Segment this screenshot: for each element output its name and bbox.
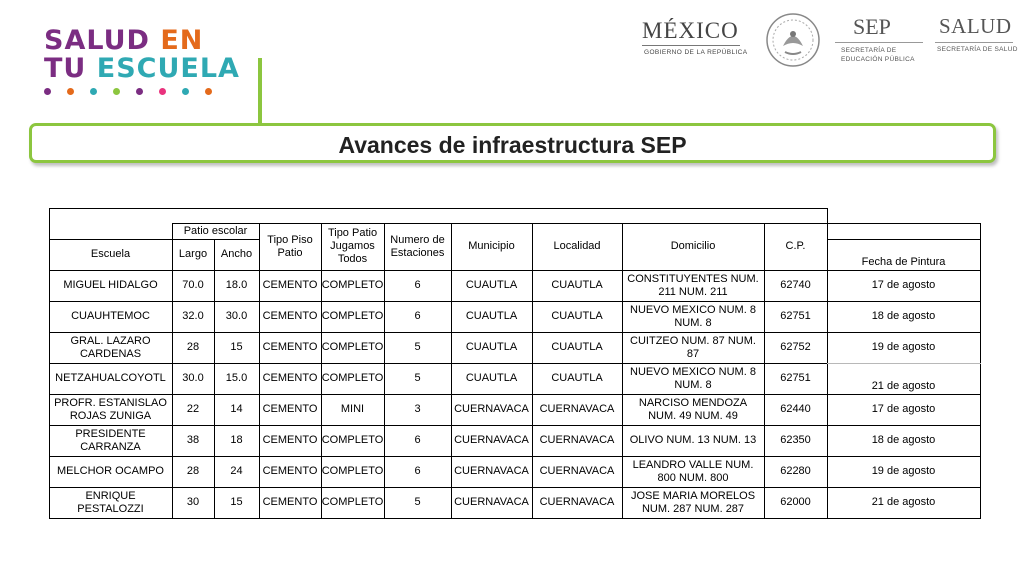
grid-line bbox=[49, 487, 981, 488]
cell-ancho: 18.0 bbox=[225, 279, 248, 291]
cell-patio: COMPLETO bbox=[321, 434, 384, 446]
grid-line bbox=[49, 363, 828, 364]
grid-line bbox=[49, 425, 981, 426]
cell-piso: CEMENTO bbox=[262, 372, 318, 384]
cell-piso: CEMENTO bbox=[262, 403, 318, 415]
cell-domicilio: LEANDRO VALLE NUM. 800 NUM. 800 bbox=[632, 458, 754, 484]
cell-piso: CEMENTO bbox=[262, 341, 318, 353]
cell-ancho: 15 bbox=[230, 341, 243, 353]
grid-line bbox=[49, 270, 981, 271]
grid-line bbox=[259, 223, 260, 519]
cell-municipio: CUERNAVACA bbox=[454, 465, 529, 477]
sep-subtitle-line-2: EDUCACIÓN PÚBLICA bbox=[841, 56, 915, 63]
cell-localidad: CUAUTLA bbox=[551, 279, 603, 291]
cell-municipio: CUERNAVACA bbox=[454, 496, 529, 508]
grid-line bbox=[49, 332, 981, 333]
grid-line bbox=[980, 223, 981, 519]
cell-patio: COMPLETO bbox=[321, 310, 384, 322]
cell-piso: CEMENTO bbox=[262, 465, 318, 477]
cell-fecha: 17 de agosto bbox=[871, 279, 936, 291]
header-domicilio: Domicilio bbox=[670, 240, 716, 252]
grid-line bbox=[384, 223, 385, 519]
cell-escuela: CUAUHTEMOC bbox=[71, 310, 150, 322]
cell-estaciones: 5 bbox=[414, 496, 421, 508]
cell-piso: CEMENTO bbox=[262, 279, 318, 291]
cell-domicilio: NUEVO MEXICO NUM. 8 NUM. 8 bbox=[630, 365, 756, 391]
cell-localidad: CUAUTLA bbox=[551, 372, 603, 384]
grid-line bbox=[172, 223, 828, 224]
logo-word-en: EN bbox=[160, 25, 204, 56]
grid-line bbox=[49, 518, 981, 519]
cell-estaciones: 5 bbox=[414, 341, 421, 353]
salud-subtitle: SECRETARÍA DE SALUD bbox=[937, 46, 1018, 53]
grid-line bbox=[532, 223, 533, 519]
cell-fecha: 21 de agosto bbox=[871, 496, 936, 508]
cell-estaciones: 5 bbox=[414, 372, 421, 384]
cell-largo: 70.0 bbox=[182, 279, 204, 291]
cell-cp: 62000 bbox=[780, 496, 811, 508]
grid-line bbox=[321, 223, 322, 519]
header-tipo-patio: Tipo Patio Jugamos Todos bbox=[327, 227, 378, 265]
cell-municipio: CUAUTLA bbox=[465, 279, 518, 291]
cell-cp: 62280 bbox=[780, 465, 811, 477]
header-largo: Largo bbox=[178, 248, 208, 260]
cell-cp: 62751 bbox=[780, 310, 811, 322]
header-cp: C.P. bbox=[785, 240, 806, 252]
cell-fecha: 21 de agosto bbox=[871, 380, 936, 392]
cell-patio: COMPLETO bbox=[321, 465, 384, 477]
cell-largo: 30.0 bbox=[182, 372, 204, 384]
cell-largo: 28 bbox=[186, 341, 200, 353]
cell-ancho: 24 bbox=[230, 465, 243, 477]
cell-cp: 62350 bbox=[780, 434, 811, 446]
cell-localidad: CUERNAVACA bbox=[539, 434, 615, 446]
grid-line bbox=[214, 239, 215, 519]
header-ancho: Ancho bbox=[220, 248, 253, 260]
salud-wordmark: SALUD bbox=[939, 14, 1012, 38]
cell-domicilio: JOSE MARIA MORELOS NUM. 287 NUM. 287 bbox=[630, 489, 756, 515]
cell-cp: 62440 bbox=[780, 403, 811, 415]
cell-municipio: CUERNAVACA bbox=[454, 434, 529, 446]
cell-patio: COMPLETO bbox=[321, 279, 384, 291]
grid-line bbox=[827, 223, 981, 224]
cell-piso: CEMENTO bbox=[262, 310, 318, 322]
cell-ancho: 14 bbox=[230, 403, 243, 415]
cell-estaciones: 6 bbox=[414, 465, 421, 477]
grid-line bbox=[49, 239, 260, 240]
cell-fecha: 19 de agosto bbox=[871, 465, 936, 477]
cell-fecha: 18 de agosto bbox=[871, 310, 936, 322]
cell-estaciones: 6 bbox=[414, 434, 421, 446]
grid-line bbox=[827, 239, 981, 240]
grid-line bbox=[827, 363, 981, 364]
cell-cp: 62740 bbox=[780, 279, 811, 291]
cell-largo: 38 bbox=[186, 434, 200, 446]
mexico-subtitle: GOBIERNO DE LA REPÚBLICA bbox=[644, 49, 748, 56]
cell-escuela: NETZAHUALCOYOTL bbox=[55, 372, 166, 384]
cell-cp: 62751 bbox=[780, 372, 811, 384]
cell-municipio: CUAUTLA bbox=[465, 341, 518, 353]
grid-line bbox=[764, 223, 765, 519]
cell-escuela: GRAL. LAZARO CARDENAS bbox=[70, 334, 151, 360]
cell-largo: 30 bbox=[186, 496, 200, 508]
cell-estaciones: 3 bbox=[414, 403, 421, 415]
cell-municipio: CUAUTLA bbox=[465, 310, 518, 322]
cell-fecha: 19 de agosto bbox=[871, 341, 936, 353]
cell-fecha: 18 de agosto bbox=[871, 434, 936, 446]
cell-domicilio: NUEVO MEXICO NUM. 8 NUM. 8 bbox=[630, 303, 756, 329]
cell-municipio: CUERNAVACA bbox=[454, 403, 529, 415]
cell-cp: 62752 bbox=[780, 341, 811, 353]
cell-ancho: 15 bbox=[230, 496, 243, 508]
cell-domicilio: NARCISO MENDOZA NUM. 49 NUM. 49 bbox=[638, 396, 748, 422]
cell-fecha: 17 de agosto bbox=[871, 403, 936, 415]
grid-line bbox=[622, 223, 623, 519]
cell-largo: 22 bbox=[186, 403, 200, 415]
cell-localidad: CUERNAVACA bbox=[539, 403, 615, 415]
cell-ancho: 30.0 bbox=[225, 310, 248, 322]
grid-line bbox=[172, 223, 173, 519]
mexico-wordmark: MÉXICO bbox=[642, 18, 739, 43]
cell-localidad: CUERNAVACA bbox=[539, 465, 615, 477]
logo-word-escuela: ESCUELA bbox=[96, 53, 240, 84]
cell-largo: 28 bbox=[186, 465, 200, 477]
grid-line bbox=[49, 301, 981, 302]
grid-line bbox=[49, 456, 981, 457]
cell-domicilio: CONSTITUYENTES NUM. 211 NUM. 211 bbox=[627, 272, 759, 298]
cell-escuela: MIGUEL HIDALGO bbox=[63, 279, 158, 291]
cell-escuela: MELCHOR OCAMPO bbox=[57, 465, 164, 477]
grid-line bbox=[49, 208, 828, 209]
cell-domicilio: CUITZEO NUM. 87 NUM. 87 bbox=[630, 334, 756, 360]
cell-ancho: 15.0 bbox=[225, 372, 248, 384]
cell-piso: CEMENTO bbox=[262, 496, 318, 508]
cell-patio: COMPLETO bbox=[321, 496, 384, 508]
cell-localidad: CUAUTLA bbox=[551, 341, 603, 353]
cell-patio: COMPLETO bbox=[321, 372, 384, 384]
header-patio-escolar: Patio escolar bbox=[183, 224, 248, 237]
grid-line bbox=[49, 394, 981, 395]
cell-largo: 32.0 bbox=[182, 310, 204, 322]
cell-localidad: CUERNAVACA bbox=[539, 496, 615, 508]
cell-escuela: ENRIQUE PESTALOZZI bbox=[77, 489, 144, 515]
grid-line bbox=[451, 223, 452, 519]
header-estaciones: Numero de Estaciones bbox=[390, 233, 445, 259]
header-fecha: Fecha de Pintura bbox=[861, 256, 946, 268]
cell-escuela: PRESIDENTE CARRANZA bbox=[75, 427, 146, 453]
sep-subtitle-line-1: SECRETARÍA DE bbox=[841, 47, 897, 54]
sep-wordmark: SEP bbox=[853, 14, 891, 39]
header-tipo-piso: Tipo Piso Patio bbox=[267, 233, 313, 259]
header-localidad: Localidad bbox=[553, 240, 601, 252]
header-municipio: Municipio bbox=[468, 240, 515, 252]
cell-patio: COMPLETO bbox=[321, 341, 384, 353]
cell-estaciones: 6 bbox=[414, 279, 421, 291]
cell-municipio: CUAUTLA bbox=[465, 372, 518, 384]
cell-ancho: 18 bbox=[230, 434, 243, 446]
cell-patio: MINI bbox=[340, 403, 365, 415]
header-escuela: Escuela bbox=[90, 248, 131, 260]
cell-piso: CEMENTO bbox=[262, 434, 318, 446]
cell-domicilio: OLIVO NUM. 13 NUM. 13 bbox=[629, 434, 757, 446]
cell-escuela: PROFR. ESTANISLAO ROJAS ZUNIGA bbox=[54, 396, 167, 422]
cell-estaciones: 6 bbox=[414, 310, 421, 322]
page-title: Avances de infraestructura SEP bbox=[338, 132, 687, 158]
logo-word-salud: SALUD bbox=[44, 25, 150, 56]
cell-localidad: CUAUTLA bbox=[551, 310, 603, 322]
logo-word-tu: TU bbox=[44, 53, 87, 84]
